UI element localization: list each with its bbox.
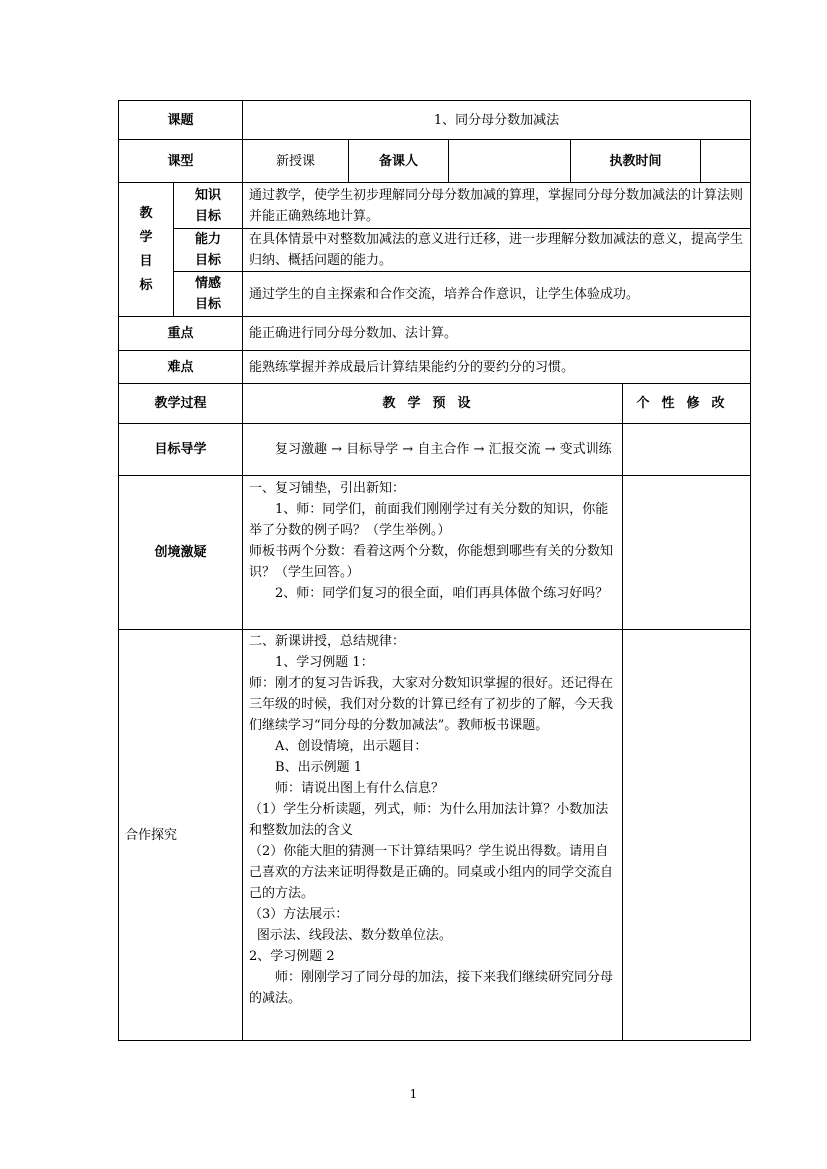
revision-cell — [623, 630, 751, 1041]
stage-line: 2、师：同学们复习的很全面，咱们再具体做个练习好吗？ — [275, 586, 609, 601]
process-label: 教学过程 — [119, 384, 243, 424]
stage-label: 目标导学 — [119, 424, 243, 476]
topic-label: 课题 — [119, 101, 243, 140]
stage-line: 师：请说出图上有什么信息？ — [275, 781, 445, 796]
page-number: 1 — [409, 1087, 418, 1101]
revision-cell — [623, 476, 751, 630]
lesson-plan-table — [118, 100, 751, 1041]
goals-label: 教 学 目 标 — [119, 183, 174, 317]
key-point-text: 能正确进行同分母分数加、法计算。 — [243, 317, 751, 351]
goal-ability-text: 在具体情景中对整数加减法的意义进行迁移，进一步理解分数加减法的意义，提高学生归纳、概括问题的能力。 — [243, 229, 751, 272]
stage-content — [243, 630, 623, 1041]
stage-line: 1、学习例题 1： — [275, 655, 374, 670]
stage-line: 师：刚才的复习告诉我，大家对分数知识掌握的很好。还记得在三年级的时候，我们对分数的计算已经有了初步的了解，今天我们继续学习“同分母的分数加减法”。教师板书课题。 — [249, 676, 614, 733]
goal-knowledge-text: 通过教学，使学生初步理解同分母分数加减的算理，掌握同分母分数加减法的计算法则并能正确熟练地计算。 — [243, 183, 751, 229]
stage-row-goal-guidance — [119, 424, 751, 476]
stage-line: 二、新课讲授，总结规律： — [249, 634, 406, 649]
type-label: 课型 — [119, 140, 243, 183]
stage-line: 一、复习铺垫，引出新知： — [249, 481, 406, 496]
difficulty-text: 能熟练掌握并养成最后计算结果能约分的要约分的习惯。 — [243, 351, 751, 384]
goal-knowledge-label: 知识 目标 — [174, 183, 243, 229]
preparer-label: 备课人 — [349, 140, 449, 183]
stage-line: （2）你能大胆的猜测一下计算结果吗？学生说出得数。请用自己喜欢的方法来证明得数是正确的。同桌或小组内的同学交流自己的方法。 — [249, 844, 614, 901]
stage-label: 创境激疑 — [119, 476, 243, 630]
goal-ability-label: 能力 目标 — [174, 229, 243, 272]
stage-line: （1）学生分析读题，列式，师：为什么用加法计算？小数加法和整数加法的含义 — [249, 802, 609, 838]
difficulty-row — [119, 351, 751, 384]
stage-content — [243, 476, 623, 630]
revision-cell — [623, 424, 751, 476]
goal-row-ability — [119, 229, 751, 272]
stage-line: 师：刚刚学习了同分母的加法，接下来我们继续研究同分母的减法。 — [249, 970, 614, 1006]
stage-line: 图示法、线段法、数分数单位法。 — [256, 928, 452, 943]
design-label: 教学预设 — [243, 384, 623, 424]
topic-value: 1、同分母分数加减法 — [243, 101, 751, 140]
difficulty-label: 难点 — [119, 351, 243, 384]
type-row — [119, 140, 751, 183]
goal-row-emotion — [119, 272, 751, 317]
topic-row — [119, 101, 751, 140]
time-value — [701, 140, 751, 182]
stage-row-cooperation — [119, 630, 751, 1041]
stage-line: 2、学习例题 2 — [249, 949, 335, 964]
process-header-row — [119, 384, 751, 424]
stage-line: 复习激趣 → 目标导学 → 自主合作 → 汇报交流 → 变式训练 — [275, 442, 612, 457]
stage-content — [243, 424, 623, 476]
goal-row-knowledge — [119, 183, 751, 229]
time-label: 执教时间 — [571, 140, 701, 182]
key-point-label: 重点 — [119, 317, 243, 351]
goal-emotion-label: 情感 目标 — [174, 272, 243, 317]
stage-label: 合作探究 — [119, 630, 243, 1041]
stage-line: A、创设情境，出示题目： — [275, 739, 428, 754]
key-point-row — [119, 317, 751, 351]
preparer-value — [449, 140, 571, 183]
stage-line: （3）方法展示： — [249, 907, 349, 922]
stage-line: 师板书两个分数：看着这两个分数，你能想到哪些有关的分数知识？（学生回答。） — [249, 544, 614, 580]
type-value: 新授课 — [243, 140, 349, 183]
goal-emotion-text: 通过学生的自主探索和合作交流，培养合作意识，让学生体验成功。 — [243, 272, 751, 317]
stage-row-scenario — [119, 476, 751, 630]
stage-line: 1、师：同学们，前面我们刚刚学过有关分数的知识，你能举了分数的例子吗？（学生举例。） — [249, 502, 609, 538]
stage-line: B、出示例题 1 — [275, 760, 362, 775]
revision-label: 个性修改 — [623, 384, 751, 424]
